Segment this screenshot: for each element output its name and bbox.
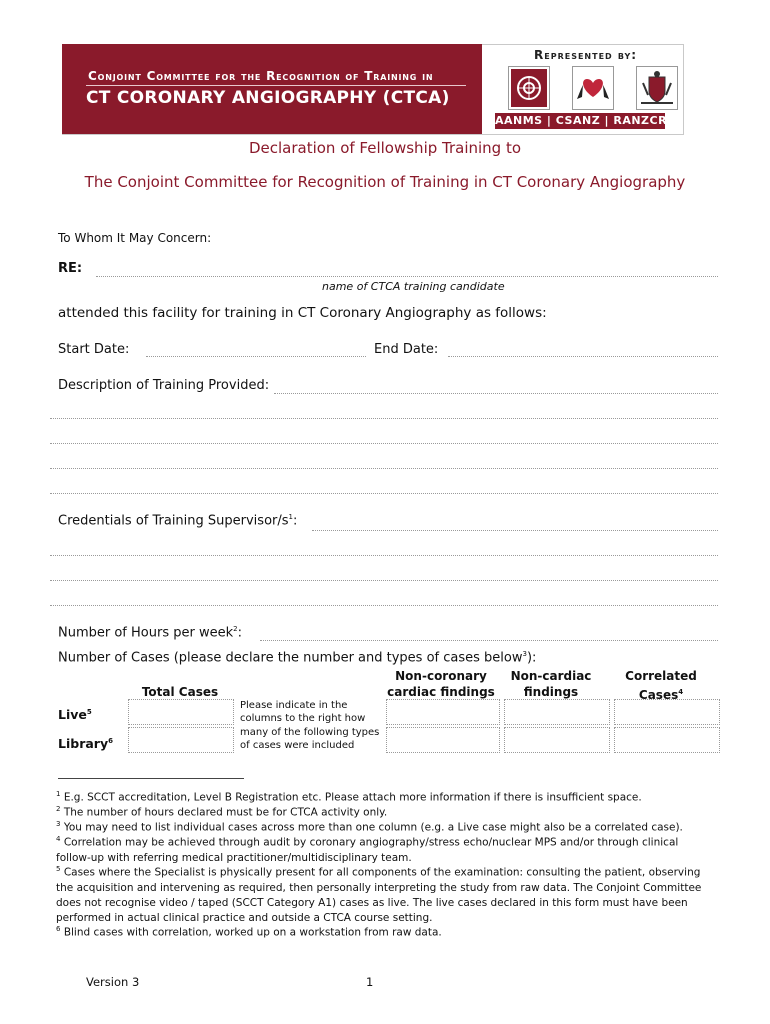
footnote-text: The number of hours declared must be for CTCA activity only. — [63, 806, 388, 819]
banner-program-title: CT CORONARY ANGIOGRAPHY (CTCA) — [86, 88, 450, 108]
end-date-field[interactable] — [448, 356, 718, 357]
credentials-field-line[interactable] — [50, 555, 718, 556]
footnote-divider — [58, 778, 244, 779]
correlated-header — [616, 668, 706, 703]
start-date-field[interactable] — [146, 356, 366, 357]
member-organisations: AANMS | CSANZ | RANZCR — [495, 114, 668, 127]
credentials-field-line[interactable] — [312, 530, 718, 531]
hours-label: Number of Hours per week$^2$: — [58, 625, 242, 641]
library-row-label — [58, 736, 113, 751]
table-instruction-note: Please indicate in the columns to the right how many of the following types of cases were included — [240, 700, 380, 751]
hours-label-text: Number of Hours per week — [58, 625, 234, 641]
footnote-5 — [56, 862, 716, 926]
description-field-line[interactable] — [274, 393, 718, 394]
start-date-label: Start Date: — [58, 342, 130, 357]
candidate-caption: name of CTCA training candidate — [322, 280, 505, 293]
footnote-text: Blind cases with correlation, worked up on a workstation from raw data. — [63, 926, 442, 939]
page-number: 1 — [366, 975, 374, 989]
library-correlated-cell[interactable] — [614, 727, 720, 753]
footnote-number: 2 — [56, 805, 61, 813]
description-field-line[interactable] — [50, 493, 718, 494]
noncoronary-header: Non-coronary cardiac findings — [387, 669, 495, 699]
footnote-number: 5 — [56, 865, 61, 873]
live-label-text: Live — [58, 707, 87, 722]
aanms-logo-icon — [508, 66, 550, 110]
footnote-text: Correlation may be achieved through audit by coronary angiography/stress echo/nuclear MPS and/or through clinical follow-up with referring medical practitioner/multidisciplinary team. — [56, 836, 679, 864]
ranzcr-crest-icon — [636, 66, 678, 110]
library-label-text: Library — [58, 736, 109, 751]
description-field-line[interactable] — [50, 468, 718, 469]
footnote-text: E.g. SCCT accreditation, Level B Registration etc. Please attach more information if there is insufficient space. — [63, 791, 642, 804]
page-title: Declaration of Fellowship Training to — [248, 139, 522, 157]
hours-field[interactable] — [260, 640, 718, 641]
footnote-number: 1 — [56, 790, 61, 798]
credentials-label: Credentials of Training Supervisor/$s^1$: — [58, 513, 298, 529]
library-noncoronary-cell[interactable] — [386, 727, 500, 753]
banner-committee-name: Conjoint Committee for the Recognition of Training in — [88, 69, 434, 83]
credentials-field-line[interactable] — [50, 580, 718, 581]
footnote-ref: 4 — [678, 688, 684, 696]
description-label: Description of Training Provided: — [58, 378, 270, 393]
candidate-name-field[interactable] — [96, 276, 718, 277]
live-row-label — [58, 707, 92, 722]
live-noncardiac-cell[interactable] — [504, 699, 610, 725]
cases-label: Number of Cases (please declare the number and types of cases below$^3$): — [58, 650, 537, 666]
re-label: RE: — [58, 261, 83, 276]
footnote-ref: 5 — [86, 707, 92, 716]
version-label: Version 3 — [86, 975, 140, 989]
csanz-logo-icon — [572, 66, 614, 110]
footnote-number: 3 — [56, 820, 61, 828]
correlated-header-text: Correlated Cases — [625, 669, 697, 702]
total-cases-header: Total Cases — [141, 685, 219, 699]
footnote-text: Cases where the Specialist is physically present for all components of the examination: consulting the patient, observing the acquisition and intervening as required, then personally interpreting the study from raw data. The Conjoint Committee does not recognise video / taped (SCCT Category A1) cases as live. The live cases declared in this form must have been performed in actual clinical practice and outside a CTCA course setting. — [56, 866, 702, 924]
live-correlated-cell[interactable] — [614, 699, 720, 725]
library-noncardiac-cell[interactable] — [504, 727, 610, 753]
footnote-text: You may need to list individual cases across more than one column (e.g. a Live case might also be a correlated case). — [63, 821, 683, 834]
credentials-field-line[interactable] — [50, 605, 718, 606]
page-subtitle: The Conjoint Committee for Recognition of Training in CT Coronary Angiography — [84, 173, 686, 191]
banner-divider — [86, 85, 466, 86]
footnote-ref: 1 — [288, 513, 293, 521]
cases-label-text: Number of Cases (please declare the number and types of cases below — [58, 650, 523, 666]
description-field-line[interactable] — [50, 443, 718, 444]
credentials-label-text: Credentials of Training Supervisor/s — [58, 513, 289, 529]
description-field-line[interactable] — [50, 418, 718, 419]
salutation: To Whom It May Concern: — [58, 231, 212, 245]
live-total-cell[interactable] — [128, 699, 234, 725]
footnote-ref: 6 — [108, 736, 113, 745]
footnote-number: 6 — [56, 925, 61, 933]
footnote-ref: 3 — [522, 650, 527, 658]
represented-by-label: Represented by: — [534, 48, 638, 62]
footnote-ref: 2 — [233, 625, 238, 633]
end-date-label: End Date: — [374, 342, 439, 357]
footnote-6 — [56, 922, 716, 941]
library-total-cell[interactable] — [128, 727, 234, 753]
footnote-number: 4 — [56, 835, 61, 843]
live-noncoronary-cell[interactable] — [386, 699, 500, 725]
footnote-4 — [56, 832, 716, 866]
attended-statement: attended this facility for training in CT Coronary Angiography as follows: — [58, 305, 547, 321]
noncardiac-header: Non-cardiac findings — [510, 669, 592, 699]
